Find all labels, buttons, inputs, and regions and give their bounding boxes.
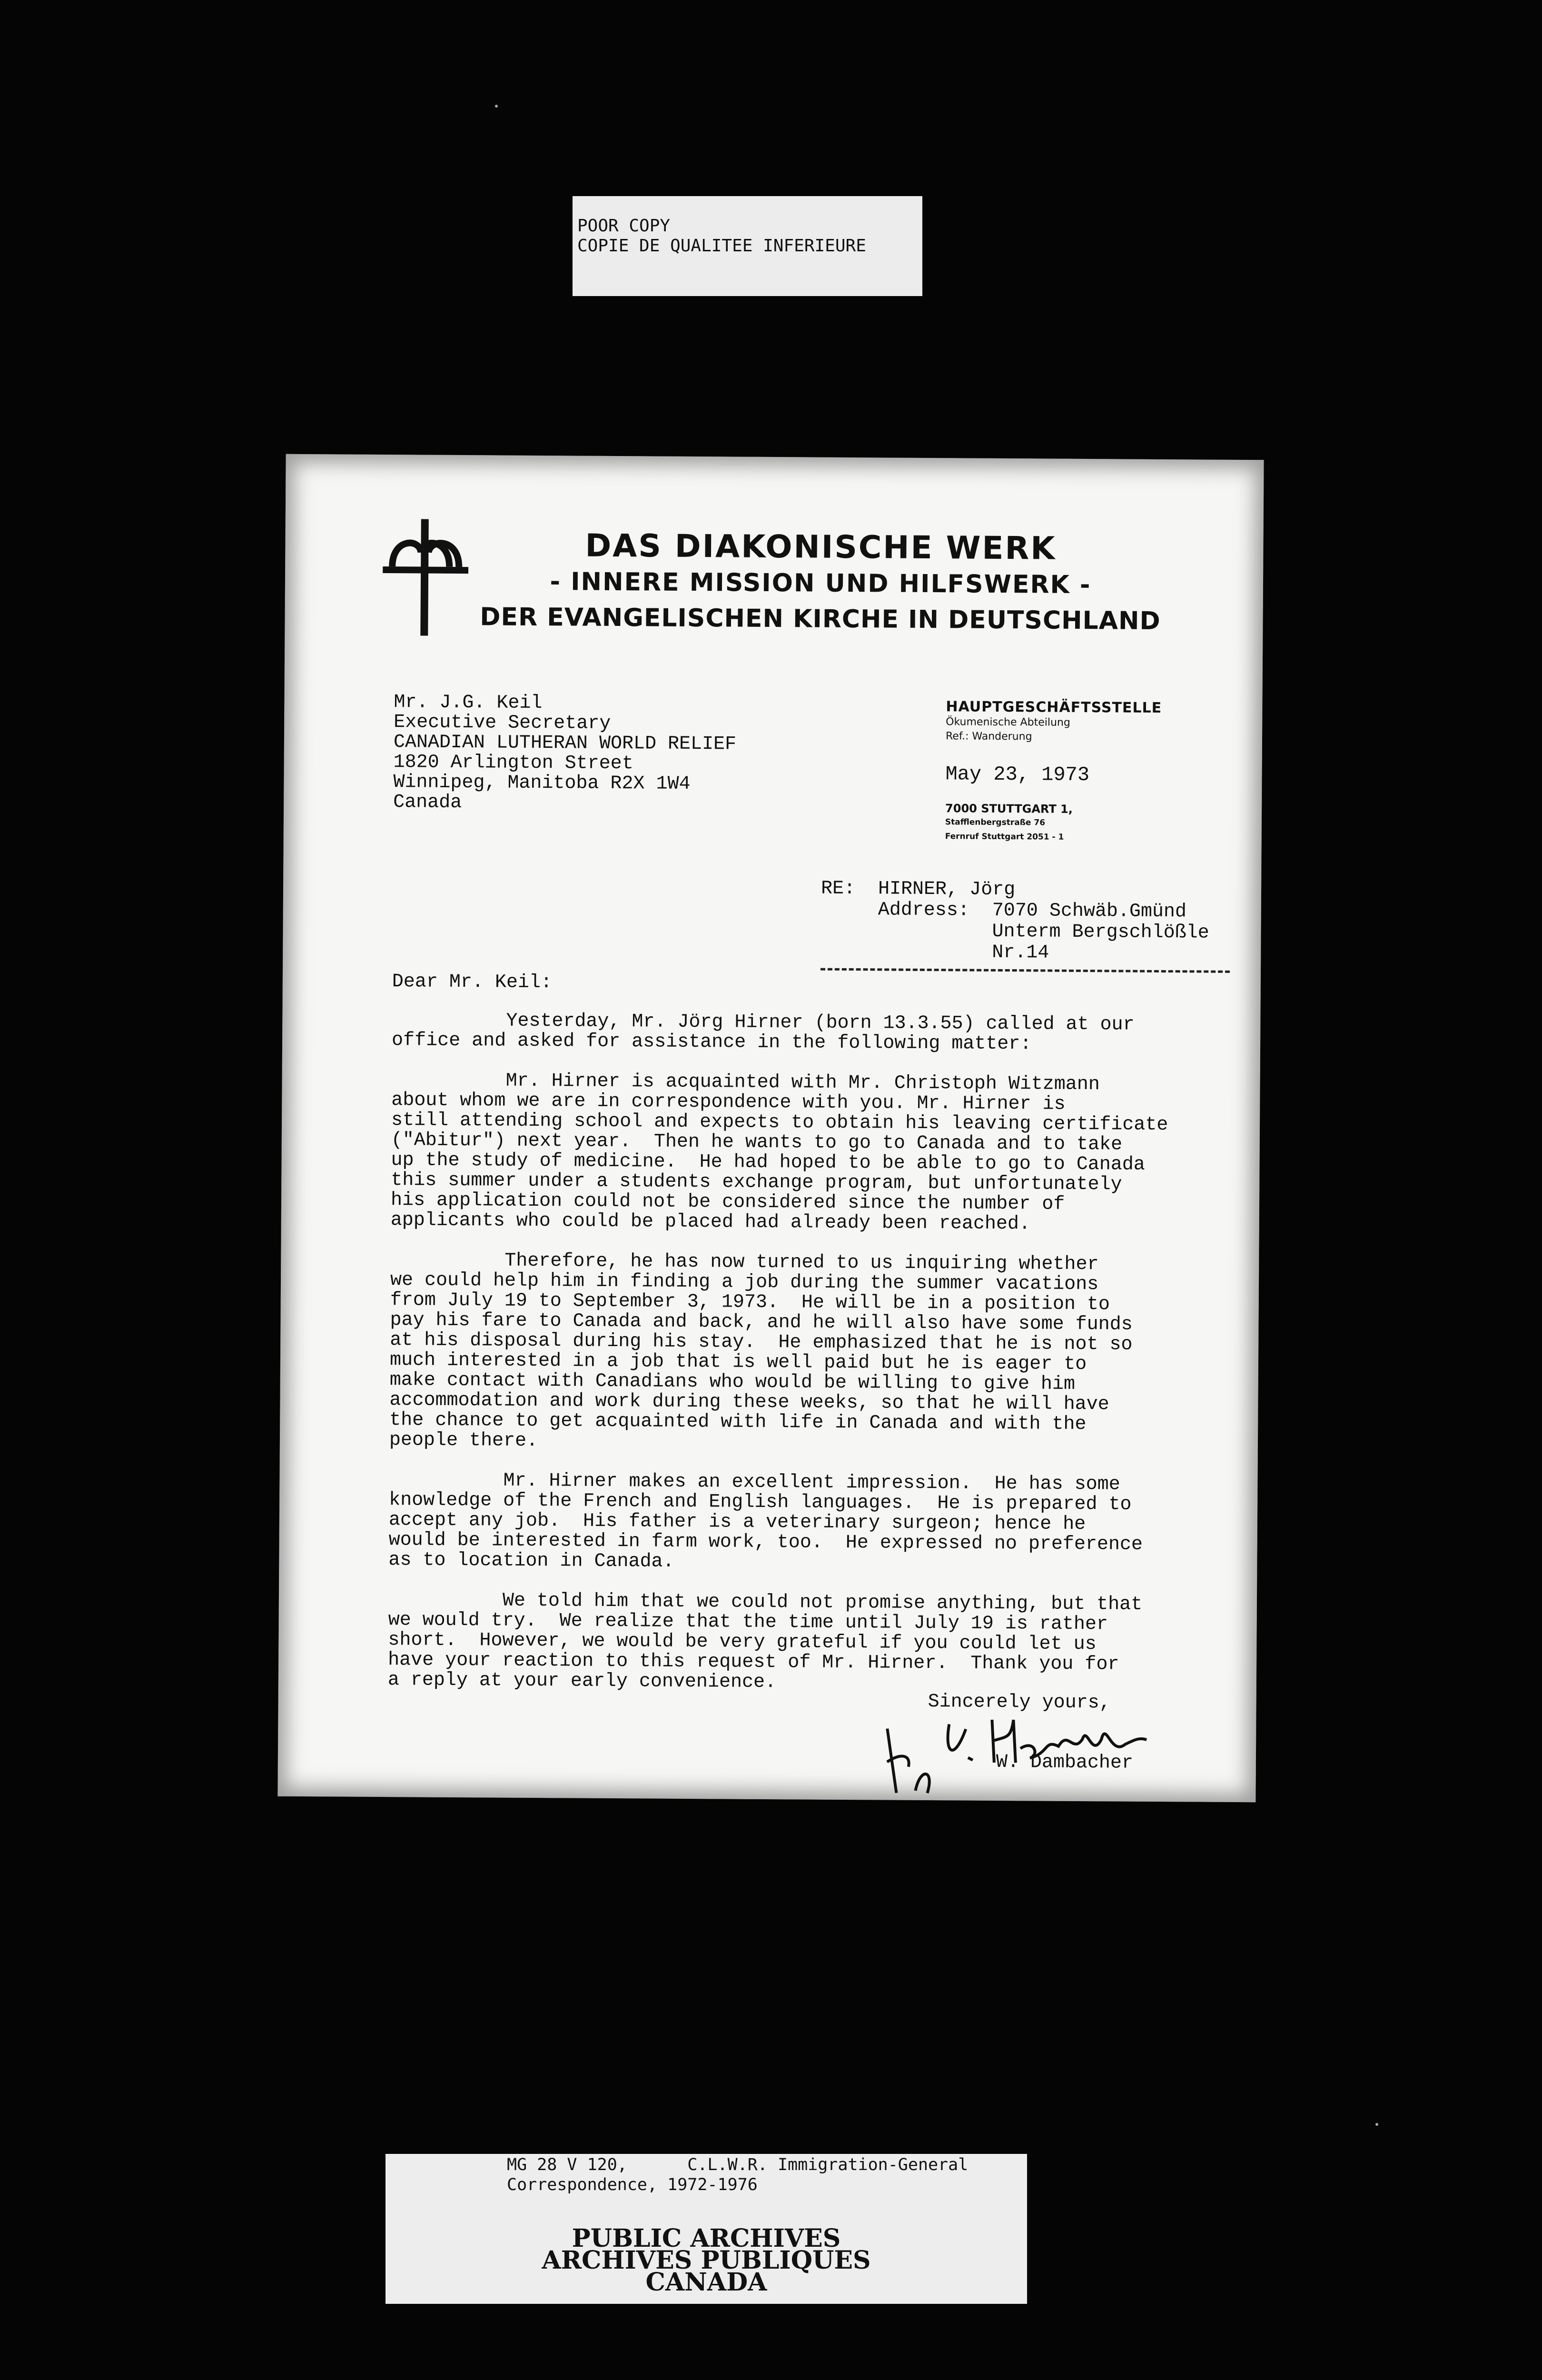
film-speck — [495, 105, 498, 108]
poor-copy-line1: POOR COPY — [577, 216, 671, 236]
archive-stamp — [386, 2224, 1027, 2297]
recipient-address: Mr. J.G. Keil Executive Secretary CANADIAN LUTHERAN WORLD RELIEF 1820 Arlington Street Winnipeg, Manitoba R2X 1W4 Canada — [393, 692, 737, 814]
office-phone: Fernruf Stuttgart 2051 - 1 — [945, 832, 1064, 842]
film-speck — [1375, 2123, 1378, 2126]
poor-copy-line2: COPIE DE QUALITEE INFERIEURE — [577, 236, 866, 256]
office-dept: Ökumenische Abteilung — [946, 716, 1070, 729]
office-street: Stafflenbergstraße 76 — [945, 817, 1046, 828]
handwritten-signature — [882, 1709, 1149, 1801]
diakonie-logo-icon — [382, 519, 468, 636]
office-city: 7000 STUTTGART 1, — [945, 802, 1073, 816]
letterhead-subtitle: - INNERE MISSION UND HILFSWERK - — [550, 567, 1091, 600]
archive-reference: MG 28 V 120, C.L.W.R. Immigration-General Correspondence, 1972-1976 — [507, 2155, 969, 2194]
office-title: HAUPTGESCHÄFTSSTELLE — [946, 698, 1162, 717]
re-divider — [820, 968, 1230, 973]
office-block — [945, 698, 1162, 845]
re-block: RE: HIRNER, Jörg Address: 7070 Schwäb.Gmünd Unterm Bergschlößle Nr.14 — [820, 878, 1209, 964]
office-ref: Ref.: Wanderung — [945, 730, 1032, 743]
poor-copy-label — [573, 196, 922, 296]
letterhead-org-name: DAS DIAKONISCHE WERK — [585, 527, 1057, 567]
letterhead-church: DER EVANGELISCHEN KIRCHE IN DEUTSCHLAND — [480, 603, 1161, 635]
letter-page — [277, 454, 1264, 1803]
archive-label — [386, 2154, 1027, 2304]
letter-date: May 23, 1973 — [945, 763, 1090, 787]
archive-stamp-line2: ARCHIVES PUBLIQUES — [542, 2246, 871, 2275]
archive-stamp-line3: CANADA — [645, 2268, 767, 2297]
salutation: Dear Mr. Keil: — [392, 971, 553, 994]
archive-stamp-line1: PUBLIC ARCHIVES — [572, 2224, 841, 2253]
closing: Sincerely yours, W. Dambacher — [927, 1691, 1134, 1774]
letter-body: Yesterday, Mr. Jörg Hirner (born 13.3.55) called at our office and asked for assistance in the following matter: Mr. Hirner is acquainted with Mr. Christoph Witzmann about whom we are in correspondence with you. Mr. Hirner is still attending school and expects to obtain his leaving certificate ("Abitur") next year. Then he wants to go to Canada and to take up the study of medicine. He had hoped to be able to go to Canada this summer under a students exchange program, but unfortunately his application could not be considered since the number of applicants who could be placed had already been reached. Therefore, he has now turned to us inquiring whether we could help him in finding a job during the summer vacations from July 19 to September 3, 1973. He will be in a position to pay his fare to Canada and back, and he will also have some funds at his disposal during his stay. He emphasized that he is not so much interested in a job that is well paid but he is eager to make contact with Canadians who would be willing to give him accommodation and work during these weeks, so that he will have the chance to get acquainted with life in Canada and with the people there. Mr. Hirner makes an excellent impression. He has some knowledge of the French and English languages. He is prepared to accept any job. His father is a veterinary surgeon; hence he would be interested in farm work, too. He expressed no preference as to location in Canada. We told him that we could not promise anything, but that we would try. We realize that the time until July 19 is rather short. However, we would be very grateful if you could let us have your reaction to this request of Mr. Hirner. Thank you for a reply at your early convenience. — [387, 1010, 1168, 1694]
